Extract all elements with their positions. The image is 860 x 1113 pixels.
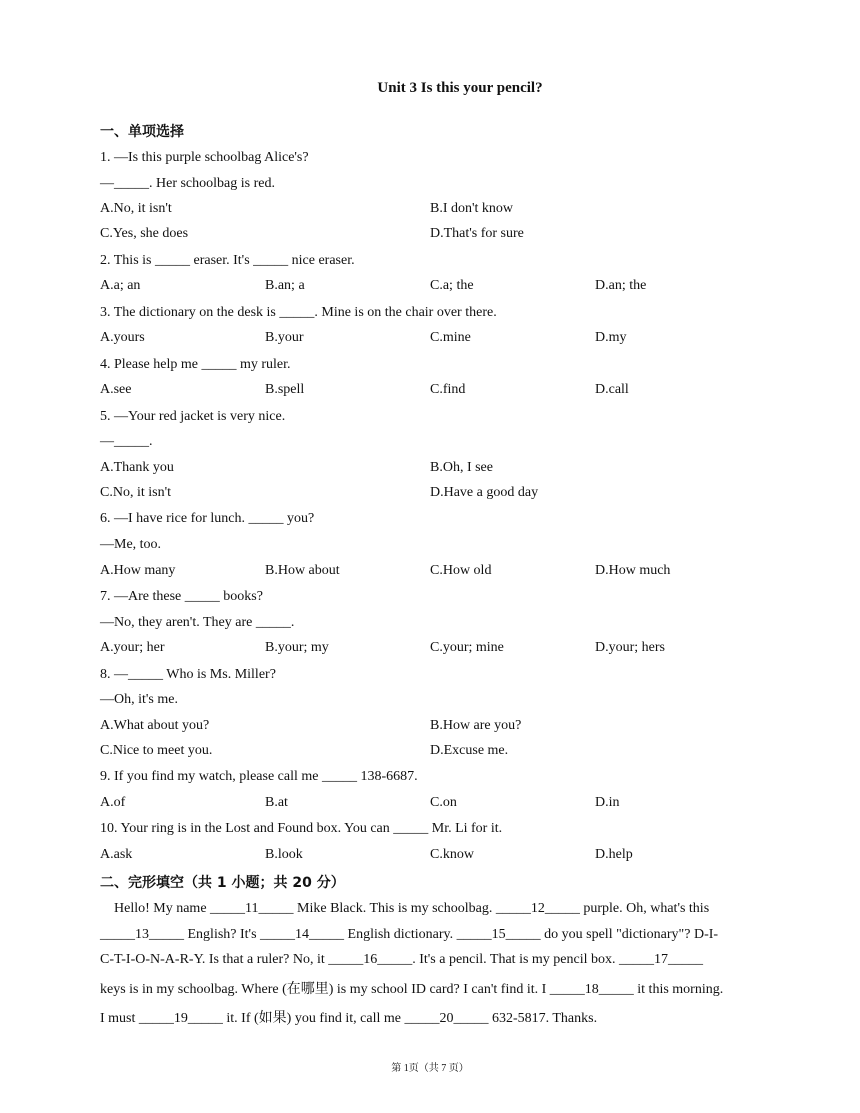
question-5-option-c[interactable]: C.No, it isn't (100, 485, 171, 500)
question-7-stem: 7. —Are these _____ books? (100, 589, 263, 604)
question-5-response: —_____. (100, 434, 153, 449)
question-3-option-d[interactable]: D.my (595, 330, 627, 345)
question-1-option-b[interactable]: B.I don't know (430, 201, 514, 216)
cloze-passage-line-5: I must _____19_____ it. If (如果) you find it, call me _____20_____ 632-5817. Thanks. (100, 1011, 598, 1026)
question-6-option-b[interactable]: B.How about (265, 563, 340, 578)
question-10-option-c[interactable]: C.know (430, 847, 474, 862)
question-8-option-d[interactable]: D.Excuse me. (430, 743, 509, 758)
question-7-response: —No, they aren't. They are _____. (100, 615, 295, 630)
question-5-option-d[interactable]: D.Have a good day (430, 485, 539, 500)
question-4-option-d[interactable]: D.call (595, 382, 629, 397)
section-heading-single-choice: 一、单项选择 (100, 124, 184, 140)
question-6-stem: 6. —I have rice for lunch. _____ you? (100, 511, 315, 526)
question-4-option-b[interactable]: B.spell (265, 382, 305, 397)
question-9-option-b[interactable]: B.at (265, 795, 288, 810)
question-1-option-c[interactable]: C.Yes, she does (100, 226, 189, 241)
question-8-response: —Oh, it's me. (100, 692, 178, 707)
question-2-option-b[interactable]: B.an; a (265, 278, 305, 293)
question-7-option-c[interactable]: C.your; mine (430, 640, 504, 655)
question-3-option-b[interactable]: B.your (265, 330, 304, 345)
question-9-option-a[interactable]: A.of (100, 795, 126, 810)
question-8-option-b[interactable]: B.How are you? (430, 718, 522, 733)
question-1-stem: 1. —Is this purple schoolbag Alice's? (100, 150, 309, 165)
question-8-option-c[interactable]: C.Nice to meet you. (100, 743, 213, 758)
question-3-option-c[interactable]: C.mine (430, 330, 471, 345)
question-2-option-c[interactable]: C.a; the (430, 278, 474, 293)
cloze-passage-line-3: C-T-I-O-N-A-R-Y. Is that a ruler? No, it _____16_____. It's a pencil. That is my pencil box. _____17_____ (100, 952, 704, 967)
question-8-option-a[interactable]: A.What about you? (100, 718, 210, 733)
question-6-response: —Me, too. (100, 537, 162, 552)
question-7-option-b[interactable]: B.your; my (265, 640, 329, 655)
cloze-passage-line-2: _____13_____ English? It's _____14_____ English dictionary. _____15_____ do you spell "dictionary"? D-I- (100, 927, 719, 942)
cloze-passage-line-1: Hello! My name _____11_____ Mike Black. This is my schoolbag. _____12_____ purple. Oh, what's this (100, 901, 710, 916)
page-title: Unit 3 Is this your pencil? (377, 80, 543, 96)
section-heading-cloze: 二、完形填空（共 1 小题；共 20 分） (100, 875, 345, 891)
question-5-stem: 5. —Your red jacket is very nice. (100, 409, 286, 424)
question-4-option-c[interactable]: C.find (430, 382, 466, 397)
cloze-passage-line-4: keys is in my schoolbag. Where (在哪里) is my school ID card? I can't find it. I _____18_____ it this morning. (100, 982, 724, 997)
question-9-option-d[interactable]: D.in (595, 795, 620, 810)
question-4-stem: 4. Please help me _____ my ruler. (100, 357, 291, 372)
question-7-option-a[interactable]: A.your; her (100, 640, 165, 655)
question-1-option-a[interactable]: A.No, it isn't (100, 201, 172, 216)
question-2-option-d[interactable]: D.an; the (595, 278, 647, 293)
page-footer: 第 1页（共 7 页） (391, 1063, 469, 1074)
question-10-stem: 10. Your ring is in the Lost and Found box. You can _____ Mr. Li for it. (100, 821, 503, 836)
question-5-option-a[interactable]: A.Thank you (100, 460, 174, 475)
question-1-option-d[interactable]: D.That's for sure (430, 226, 524, 241)
question-9-stem: 9. If you find my watch, please call me _____ 138-6687. (100, 769, 418, 784)
question-5-option-b[interactable]: B.Oh, I see (430, 460, 493, 475)
question-2-stem: 2. This is _____ eraser. It's _____ nice eraser. (100, 253, 355, 268)
question-1-response: —_____. Her schoolbag is red. (100, 176, 275, 191)
question-8-stem: 8. —_____ Who is Ms. Miller? (100, 667, 276, 682)
question-3-option-a[interactable]: A.yours (100, 330, 145, 345)
question-2-option-a[interactable]: A.a; an (100, 278, 141, 293)
question-6-option-a[interactable]: A.How many (100, 563, 176, 578)
question-4-option-a[interactable]: A.see (100, 382, 132, 397)
question-6-option-d[interactable]: D.How much (595, 563, 671, 578)
question-3-stem: 3. The dictionary on the desk is _____. Mine is on the chair over there. (100, 305, 497, 320)
question-10-option-b[interactable]: B.look (265, 847, 303, 862)
question-6-option-c[interactable]: C.How old (430, 563, 492, 578)
question-10-option-d[interactable]: D.help (595, 847, 633, 862)
question-10-option-a[interactable]: A.ask (100, 847, 133, 862)
question-7-option-d[interactable]: D.your; hers (595, 640, 665, 655)
question-9-option-c[interactable]: C.on (430, 795, 457, 810)
